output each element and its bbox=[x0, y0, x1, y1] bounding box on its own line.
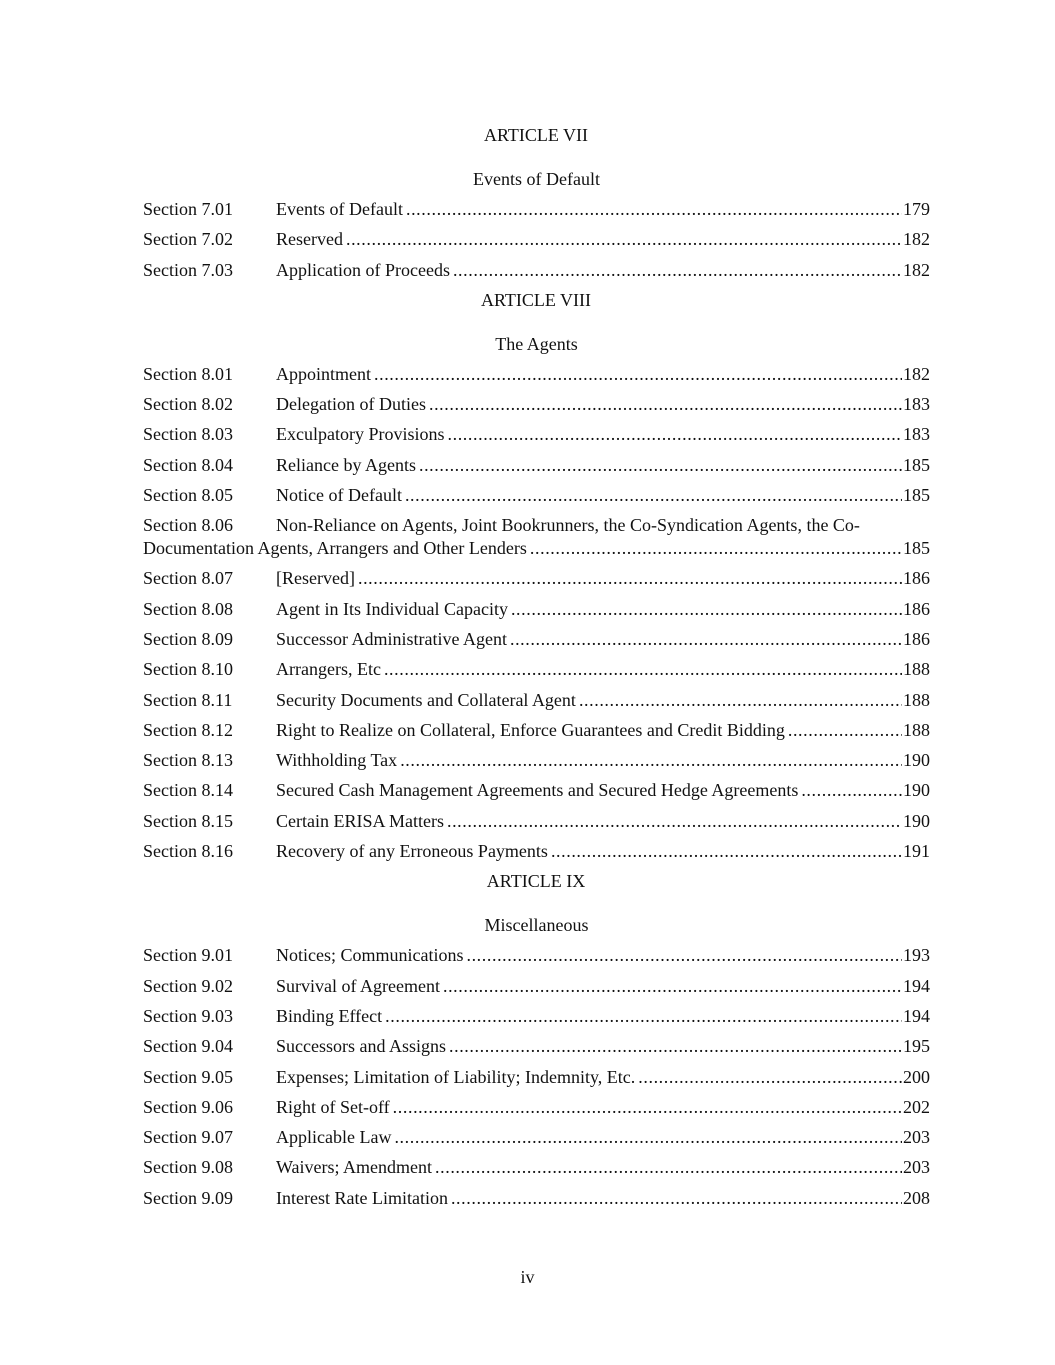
section-title-continued: Documentation Agents, Arrangers and Other Lenders bbox=[143, 537, 527, 558]
section-title: [Reserved] bbox=[276, 568, 355, 589]
toc-entry[interactable] bbox=[143, 563, 930, 593]
toc-entry[interactable] bbox=[143, 224, 930, 254]
page-reference: 182 bbox=[903, 229, 930, 250]
page-reference: 194 bbox=[903, 975, 930, 996]
section-number: Section 9.05 bbox=[143, 1066, 233, 1087]
section-title: Binding Effect bbox=[276, 1005, 383, 1026]
section-number: Section 9.06 bbox=[143, 1096, 233, 1117]
toc-entry[interactable] bbox=[143, 1001, 930, 1031]
toc-entry[interactable] bbox=[143, 685, 930, 715]
toc-entry[interactable] bbox=[143, 255, 930, 285]
dot-leader bbox=[406, 194, 902, 224]
page-reference: 186 bbox=[903, 568, 930, 589]
dot-leader bbox=[358, 563, 902, 593]
dot-leader bbox=[510, 624, 902, 654]
article-subtitle: Events of Default bbox=[473, 169, 600, 189]
dot-leader bbox=[530, 537, 902, 560]
dot-leader bbox=[788, 715, 902, 745]
page-reference: 185 bbox=[903, 485, 930, 506]
page-reference: 190 bbox=[903, 810, 930, 831]
page-reference: 200 bbox=[903, 1066, 930, 1087]
page-reference: 179 bbox=[903, 199, 930, 219]
section-number: Section 9.01 bbox=[143, 945, 233, 966]
toc-entry[interactable] bbox=[143, 1092, 930, 1122]
section-title: Successors and Assigns bbox=[276, 1036, 446, 1057]
toc-entry[interactable] bbox=[143, 389, 930, 419]
section-title: Events of Default bbox=[276, 199, 403, 219]
page-number: iv bbox=[520, 1267, 535, 1287]
section-number: Section 8.06 bbox=[143, 514, 233, 535]
section-title: Applicable Law bbox=[276, 1127, 392, 1148]
section-number: Section 8.10 bbox=[143, 659, 233, 680]
toc-entry[interactable] bbox=[143, 624, 930, 654]
toc-entry[interactable] bbox=[143, 359, 930, 389]
toc-entry[interactable] bbox=[143, 654, 930, 684]
dot-leader bbox=[447, 806, 902, 836]
section-title: Secured Cash Management Agreements and Secured Hedge Agreements bbox=[276, 780, 799, 801]
toc-entry[interactable] bbox=[143, 510, 930, 563]
section-number: Section 8.15 bbox=[143, 810, 233, 831]
toc-entry[interactable] bbox=[143, 745, 930, 775]
section-number: Section 9.02 bbox=[143, 975, 233, 996]
page-reference: 186 bbox=[903, 628, 930, 649]
dot-leader bbox=[801, 775, 902, 805]
toc-entry[interactable] bbox=[143, 971, 930, 1001]
toc-entry-line bbox=[143, 514, 930, 537]
toc-entry[interactable] bbox=[143, 194, 930, 224]
section-title: Certain ERISA Matters bbox=[276, 810, 444, 831]
section-number: Section 9.07 bbox=[143, 1127, 233, 1148]
section-number: Section 9.03 bbox=[143, 1005, 233, 1026]
toc-entry[interactable] bbox=[143, 1062, 930, 1092]
toc-entry-line bbox=[143, 537, 930, 560]
section-title: Waivers; Amendment bbox=[276, 1157, 433, 1178]
dot-leader bbox=[453, 255, 902, 285]
page-reference: 188 bbox=[903, 689, 930, 710]
dot-leader bbox=[394, 1122, 902, 1152]
toc-entry[interactable] bbox=[143, 940, 930, 970]
toc-entry[interactable] bbox=[143, 775, 930, 805]
section-title: Reserved bbox=[276, 229, 343, 250]
page-reference: 183 bbox=[903, 424, 930, 445]
section-title: Reliance by Agents bbox=[276, 454, 416, 475]
section-title: Right to Realize on Collateral, Enforce Guarantees and Credit Bidding bbox=[276, 719, 785, 740]
page-reference: 190 bbox=[903, 780, 930, 801]
page-reference: 208 bbox=[903, 1187, 930, 1208]
dot-leader bbox=[429, 389, 902, 419]
section-number: Section 8.05 bbox=[143, 485, 233, 506]
article-heading: ARTICLE VII bbox=[483, 125, 589, 145]
page-reference: 188 bbox=[903, 659, 930, 680]
page-reference: 193 bbox=[903, 945, 930, 966]
section-title: Delegation of Duties bbox=[276, 394, 426, 415]
section-title: Survival of Agreement bbox=[276, 975, 440, 996]
page-reference: 185 bbox=[903, 537, 930, 558]
section-number: Section 8.09 bbox=[143, 628, 233, 649]
section-title: Interest Rate Limitation bbox=[276, 1187, 448, 1208]
dot-leader bbox=[443, 971, 902, 1001]
dot-leader bbox=[435, 1152, 902, 1182]
toc-entry[interactable] bbox=[143, 450, 930, 480]
toc-entry[interactable] bbox=[143, 836, 930, 866]
section-number: Section 8.14 bbox=[143, 780, 233, 801]
section-number: Section 8.04 bbox=[143, 454, 233, 475]
dot-leader bbox=[466, 940, 902, 970]
toc-entry[interactable] bbox=[143, 806, 930, 836]
section-title: Withholding Tax bbox=[276, 750, 398, 771]
article-heading: ARTICLE IX bbox=[486, 871, 586, 892]
section-title: Agent in Its Individual Capacity bbox=[276, 598, 508, 619]
page-reference: 195 bbox=[903, 1036, 930, 1057]
section-title: Recovery of any Erroneous Payments bbox=[276, 841, 548, 862]
page-reference: 203 bbox=[903, 1127, 930, 1148]
section-title: Successor Administrative Agent bbox=[276, 628, 507, 649]
page-reference: 194 bbox=[903, 1005, 930, 1026]
toc-entry[interactable] bbox=[143, 715, 930, 745]
section-title: Appointment bbox=[276, 363, 371, 384]
dot-leader bbox=[405, 480, 902, 510]
section-number: Section 8.11 bbox=[143, 689, 233, 710]
section-number: Section 8.08 bbox=[143, 598, 233, 619]
section-title: Right of Set-off bbox=[276, 1096, 390, 1117]
dot-leader bbox=[579, 685, 902, 715]
page-reference: 186 bbox=[903, 598, 930, 619]
article-subtitle: The Agents bbox=[495, 333, 578, 354]
page-reference: 185 bbox=[903, 454, 930, 475]
dot-leader bbox=[448, 419, 903, 449]
dot-leader bbox=[385, 1001, 902, 1031]
dot-leader bbox=[638, 1062, 902, 1092]
section-number: Section 9.08 bbox=[143, 1157, 233, 1178]
page-reference: 191 bbox=[903, 841, 930, 862]
toc-entry[interactable] bbox=[143, 419, 930, 449]
page-reference: 182 bbox=[903, 259, 930, 280]
dot-leader bbox=[393, 1092, 902, 1122]
page-reference: 183 bbox=[903, 394, 930, 415]
dot-leader bbox=[551, 836, 902, 866]
toc-entry[interactable] bbox=[143, 1183, 930, 1213]
dot-leader bbox=[511, 594, 902, 624]
section-number: Section 7.01 bbox=[143, 199, 233, 219]
page-reference: 188 bbox=[903, 719, 930, 740]
section-number: Section 8.13 bbox=[143, 750, 233, 771]
dot-leader bbox=[449, 1031, 902, 1061]
section-number: Section 7.03 bbox=[143, 259, 233, 280]
section-number: Section 8.03 bbox=[143, 424, 233, 445]
section-number: Section 8.02 bbox=[143, 394, 233, 415]
dot-leader bbox=[384, 654, 902, 684]
section-title: Notice of Default bbox=[276, 485, 402, 506]
section-number: Section 9.04 bbox=[143, 1036, 233, 1057]
section-title: Non-Reliance on Agents, Joint Bookrunners, the Co-Syndication Agents, the Co- bbox=[276, 514, 860, 535]
table-of-contents bbox=[143, 120, 930, 1213]
dot-leader bbox=[451, 1183, 902, 1213]
article-heading: ARTICLE VIII bbox=[480, 289, 592, 310]
page-reference: 190 bbox=[903, 750, 930, 771]
section-number: Section 9.09 bbox=[143, 1187, 233, 1208]
page-reference: 202 bbox=[903, 1096, 930, 1117]
dot-leader bbox=[400, 745, 902, 775]
section-title: Exculpatory Provisions bbox=[276, 424, 445, 445]
section-title: Notices; Communications bbox=[276, 945, 464, 966]
section-number: Section 8.16 bbox=[143, 841, 233, 862]
page-reference: 182 bbox=[903, 363, 930, 384]
section-title: Security Documents and Collateral Agent bbox=[276, 689, 576, 710]
dot-leader bbox=[374, 359, 902, 389]
dot-leader bbox=[419, 450, 902, 480]
article-subtitle: Miscellaneous bbox=[484, 915, 589, 936]
toc-entry[interactable] bbox=[143, 1152, 930, 1182]
dot-leader bbox=[346, 224, 902, 254]
section-number: Section 8.12 bbox=[143, 719, 233, 740]
section-number: Section 7.02 bbox=[143, 229, 233, 250]
section-number: Section 8.07 bbox=[143, 568, 233, 589]
toc-entry[interactable] bbox=[143, 1122, 930, 1152]
page-reference: 203 bbox=[903, 1157, 930, 1178]
toc-entry[interactable] bbox=[143, 480, 930, 510]
section-title: Application of Proceeds bbox=[276, 259, 450, 280]
section-number: Section 8.01 bbox=[143, 363, 233, 384]
section-title: Arrangers, Etc bbox=[276, 659, 381, 680]
section-title: Expenses; Limitation of Liability; Indemnity, Etc. bbox=[276, 1066, 636, 1087]
toc-entry[interactable] bbox=[143, 1031, 930, 1061]
toc-entry[interactable] bbox=[143, 594, 930, 624]
